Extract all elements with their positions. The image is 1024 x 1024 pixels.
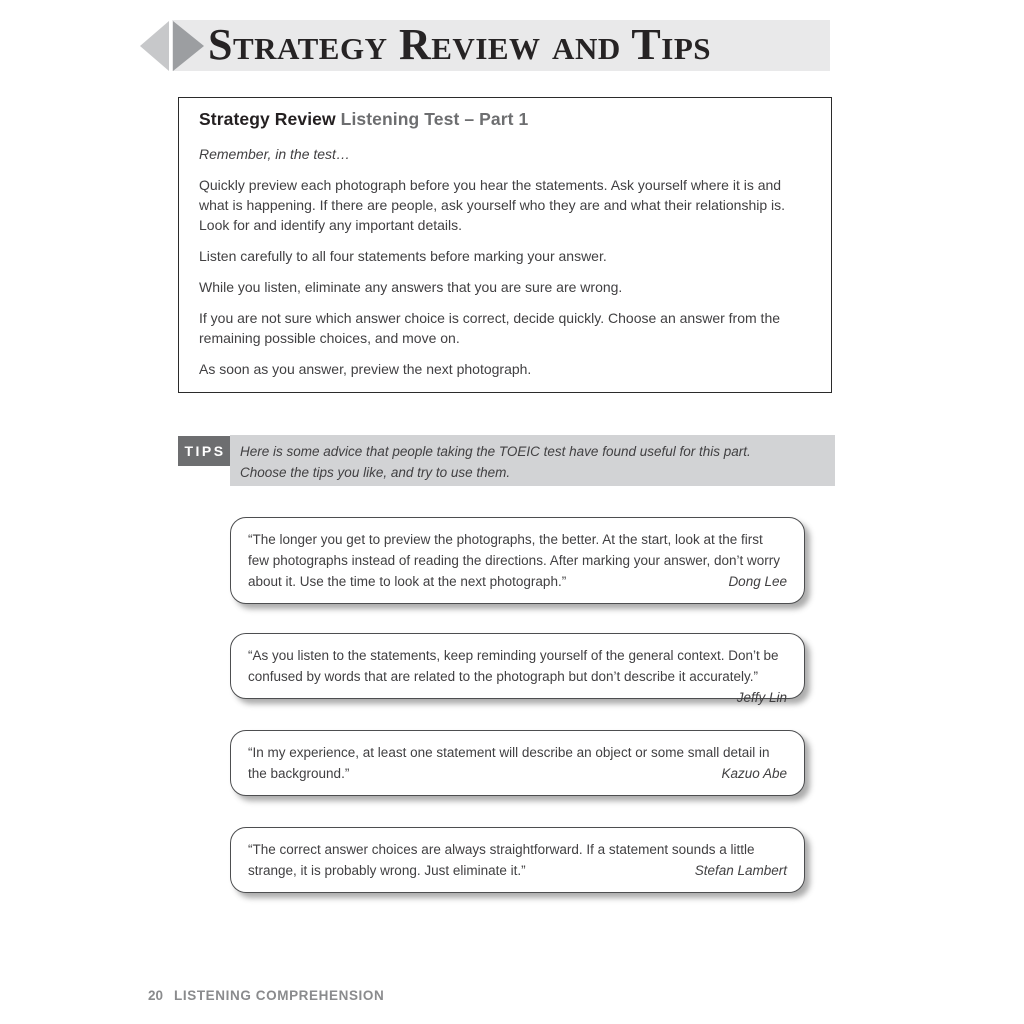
strategy-review-heading <box>199 109 811 130</box>
tip-author: Jeffy Lin <box>736 690 787 705</box>
strategy-review-heading-main: Strategy Review <box>199 109 336 129</box>
tips-intro-text: Here is some advice that people taking the TOEIC test have found useful for this part. Choose the tips you like, and try to use them. <box>240 444 751 480</box>
tip-author: Dong Lee <box>728 574 787 589</box>
page-footer <box>148 988 384 1003</box>
tip-quote: “The longer you get to preview the photographs, the better. At the start, look at the first few photographs instead of reading the directions. After marking your answer, don’t worry about it. Use the time to look at the next photograph.” <box>248 532 781 589</box>
tip-text <box>248 839 787 881</box>
tip-bubble <box>230 633 805 705</box>
tip-bubble <box>230 827 805 893</box>
diamond-left-icon <box>140 21 169 71</box>
strategy-paragraph: As soon as you answer, preview the next photograph. <box>199 361 532 377</box>
tip-text <box>248 645 787 705</box>
strategy-review-heading-sub: Listening Test – Part 1 <box>340 109 529 129</box>
tip-author: Kazuo Abe <box>721 766 787 781</box>
footer-section-title: LISTENING COMPREHENSION <box>174 988 385 1003</box>
strategy-paragraph: If you are not sure which answer choice is correct, decide quickly. Choose an answer from the remaining possible choices, and move on. <box>199 310 781 346</box>
arrow-right-icon <box>173 21 204 71</box>
strategy-paragraph: Quickly preview each photograph before you hear the statements. Ask yourself where it is and what is happening. If there are people, ask yourself who they are and what their relationship is. Look for and identify any important details. <box>199 177 786 233</box>
strategy-review-box <box>178 97 832 393</box>
tip-text <box>248 529 787 592</box>
tips-label: TIPS <box>178 436 230 466</box>
page-title: Strategy Review and Tips <box>208 20 712 69</box>
strategy-intro-text: Remember, in the test… <box>199 146 350 162</box>
tip-author: Stefan Lambert <box>694 863 787 878</box>
tip-text <box>248 742 787 784</box>
strategy-paragraph: While you listen, eliminate any answers that you are sure are wrong. <box>199 279 623 295</box>
tips-list <box>230 517 805 922</box>
tip-quote: “The correct answer choices are always straightforward. If a statement sounds a little strange, it is probably wrong. Just eliminate it.” <box>248 842 755 878</box>
page-number: 20 <box>148 988 164 1003</box>
strategy-paragraph: Listen carefully to all four statements before marking your answer. <box>199 248 607 264</box>
tip-quote: “As you listen to the statements, keep reminding yourself of the general context. Don’t be confused by words that are related to the photograph but don’t describe it accurately.” <box>248 648 779 684</box>
tip-bubble <box>230 730 805 796</box>
tip-quote: “In my experience, at least one statement will describe an object or some small detail in the background.” <box>248 745 770 781</box>
tip-bubble <box>230 517 805 604</box>
